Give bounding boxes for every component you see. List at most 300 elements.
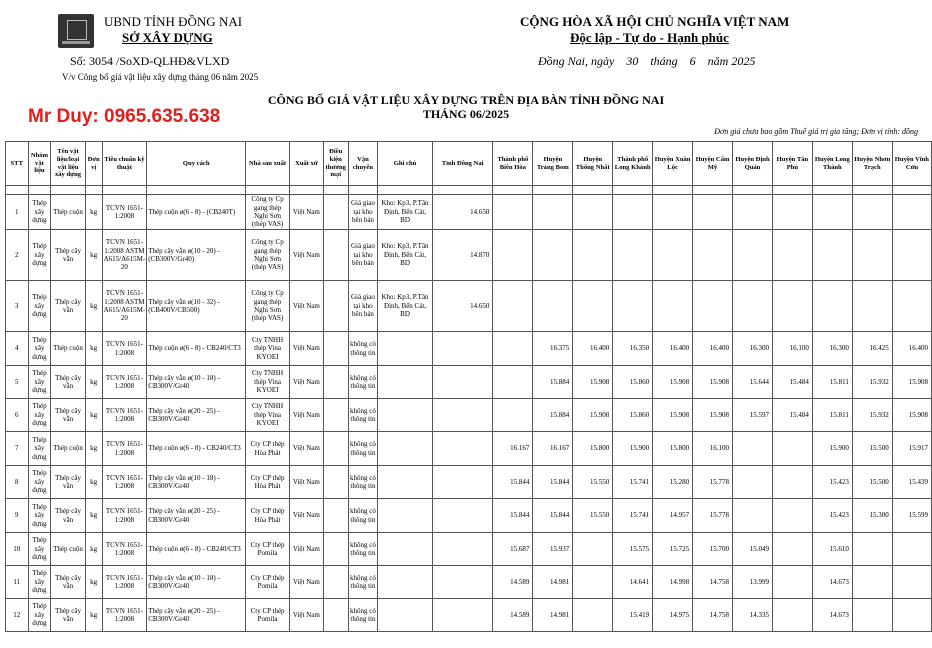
column-header: Nhà sản xuất: [246, 142, 290, 186]
table-cell: 14.870: [432, 230, 493, 281]
table-cell: Thép cuộn ø(6 - 8) - CB240/CT3: [147, 533, 246, 566]
table-cell: 15.741: [613, 466, 653, 499]
table-cell: Thép xây dựng: [28, 281, 51, 332]
table-cell: 14.673: [812, 599, 852, 632]
agency-name: UBND TỈNH ĐỒNG NAI: [104, 14, 243, 29]
column-header: Thành phố Long Khánh: [613, 142, 653, 186]
table-cell: [493, 332, 533, 366]
table-cell: không có thông tin: [348, 399, 378, 432]
table-cell: [533, 195, 573, 230]
table-cell: không có thông tin: [348, 499, 378, 533]
table-cell: [733, 466, 773, 499]
table-cell: Kho: Kp3, P.Tân Định, Bến Cát, BD: [378, 281, 433, 332]
table-cell: Thép cây vằn: [51, 466, 85, 499]
table-row: [6, 432, 932, 466]
table-cell: Việt Nam: [289, 599, 323, 632]
table-cell: kg: [85, 195, 102, 230]
table-cell: Thép xây dựng: [28, 230, 51, 281]
table-row: [6, 466, 932, 499]
table-cell: 16.400: [693, 332, 733, 366]
table-cell: [378, 366, 433, 399]
table-cell: 15.937: [533, 533, 573, 566]
table-cell: 15.500: [852, 432, 892, 466]
table-cell: Việt Nam: [289, 399, 323, 432]
table-cell: 15.725: [653, 533, 693, 566]
table-cell: [772, 566, 812, 599]
table-cell: 15.900: [812, 432, 852, 466]
department-logo: [58, 14, 94, 48]
table-cell: [812, 230, 852, 281]
table-cell: Cty CP thép Pomila: [246, 599, 290, 632]
table-cell: TCVN 1651-1:2008: [102, 566, 147, 599]
table-cell: Thép cây vằn: [51, 566, 85, 599]
table-cell: [378, 566, 433, 599]
table-cell: [693, 195, 733, 230]
table-cell: 14.673: [812, 566, 852, 599]
table-cell: [892, 599, 931, 632]
table-cell: TCVN 1651-1:2008: [102, 366, 147, 399]
table-cell: Thép cây vằn ø(20 - 25) - CB300V/Gr40: [147, 599, 246, 632]
table-cell: [812, 195, 852, 230]
table-cell: Thép xây dựng: [28, 432, 51, 466]
column-header: Tiêu chuẩn kỹ thuật: [102, 142, 147, 186]
table-cell: Việt Nam: [289, 332, 323, 366]
table-row: [6, 566, 932, 599]
table-cell: 16.400: [653, 332, 693, 366]
table-cell: Thép xây dựng: [28, 566, 51, 599]
table-cell: 5: [6, 366, 29, 399]
table-cell: [323, 281, 348, 332]
table-cell: TCVN 1651-1:2008: [102, 195, 147, 230]
table-cell: TCVN 1651-1:2008: [102, 432, 147, 466]
table-cell: [772, 432, 812, 466]
table-cell: [573, 230, 613, 281]
table-cell: kg: [85, 566, 102, 599]
table-cell: [573, 533, 613, 566]
column-header: Huyện Xuân Lộc: [653, 142, 693, 186]
table-cell: Thép cây vằn ø(10 - 18) - CB300V/Gr40: [147, 466, 246, 499]
column-header: STT: [6, 142, 29, 186]
table-cell: 16.167: [533, 432, 573, 466]
table-cell: [852, 281, 892, 332]
table-cell: Thép cây vằn ø(10 - 18) - CB300V/Gr40: [147, 566, 246, 599]
table-cell: [733, 432, 773, 466]
table-cell: [653, 230, 693, 281]
table-cell: 15.610: [812, 533, 852, 566]
table-cell: 13.999: [733, 566, 773, 599]
table-cell: Giá giao tại kho bên bán: [348, 281, 378, 332]
table-cell: [432, 566, 493, 599]
table-cell: 15.917: [892, 432, 931, 466]
table-cell: [432, 332, 493, 366]
document-subject: V/v Công bố giá vật liệu xây dựng tháng 06 năm 2025: [62, 72, 259, 82]
table-cell: 15.932: [852, 366, 892, 399]
table-cell: 14.650: [432, 195, 493, 230]
column-header: Huyện Trảng Bom: [533, 142, 573, 186]
table-row: [6, 599, 932, 632]
table-cell: Việt Nam: [289, 195, 323, 230]
table-cell: TCVN 1651-1:2008: [102, 466, 147, 499]
table-cell: [733, 195, 773, 230]
table-cell: Công ty Cp gang thép Nghi Sơn (thép VAS): [246, 195, 290, 230]
table-cell: 15.700: [693, 533, 733, 566]
table-cell: [533, 281, 573, 332]
table-cell: [493, 230, 533, 281]
table-cell: 6: [6, 399, 29, 432]
table-cell: [323, 466, 348, 499]
table-cell: [892, 281, 931, 332]
table-cell: 14.957: [653, 499, 693, 533]
country-name: CỘNG HÒA XÃ HỘI CHỦ NGHĨA VIỆT NAM: [520, 14, 790, 29]
table-cell: Thép cuộn: [51, 533, 85, 566]
table-cell: [892, 195, 931, 230]
document-date: Đồng Nai, ngày 30 tháng 6 năm 2025: [538, 54, 756, 68]
table-cell: 15.908: [892, 366, 931, 399]
column-header: Tỉnh Đồng Nai: [432, 142, 493, 186]
table-cell: Thép xây dựng: [28, 195, 51, 230]
table-cell: 10: [6, 533, 29, 566]
column-header: Điều kiện thương mại: [323, 142, 348, 186]
table-cell: TCVN 1651-1:2008: [102, 499, 147, 533]
table-cell: 14.589: [493, 566, 533, 599]
table-cell: [378, 399, 433, 432]
table-cell: [493, 366, 533, 399]
table-cell: [493, 399, 533, 432]
column-header: Huyện Định Quán: [733, 142, 773, 186]
table-cell: Thép xây dựng: [28, 499, 51, 533]
table-cell: [772, 466, 812, 499]
table-cell: 14.335: [733, 599, 773, 632]
table-cell: [323, 332, 348, 366]
table-row: [6, 366, 932, 399]
table-cell: [323, 533, 348, 566]
document-number: Số: 3054 /SoXD-QLHĐ&VLXD: [70, 54, 230, 68]
table-cell: không có thông tin: [348, 566, 378, 599]
table-cell: 15.280: [653, 466, 693, 499]
table-cell: 2: [6, 230, 29, 281]
table-cell: 15.908: [573, 366, 613, 399]
national-motto: Độc lập - Tự do - Hạnh phúc: [570, 30, 729, 45]
table-cell: Thép cây vằn ø(10 - 32) - (CB400V/CB500): [147, 281, 246, 332]
table-cell: [693, 230, 733, 281]
table-cell: 15.423: [812, 499, 852, 533]
table-cell: [378, 533, 433, 566]
table-cell: 15.800: [573, 432, 613, 466]
table-cell: 15.575: [613, 533, 653, 566]
table-cell: 15.439: [892, 466, 931, 499]
table-cell: kg: [85, 599, 102, 632]
table-cell: 15.419: [613, 599, 653, 632]
table-cell: 15.811: [812, 366, 852, 399]
table-cell: Thép xây dựng: [28, 599, 51, 632]
table-cell: 15.844: [493, 466, 533, 499]
table-cell: Cty CP thép Hòa Phát: [246, 499, 290, 533]
document-month: THÁNG 06/2025: [422, 107, 510, 121]
table-cell: [533, 230, 573, 281]
table-cell: 16.300: [812, 332, 852, 366]
table-cell: Cty CP thép Hòa Phát: [246, 466, 290, 499]
table-cell: 16.375: [533, 332, 573, 366]
table-cell: Thép cuộn: [51, 195, 85, 230]
table-cell: 15.550: [573, 499, 613, 533]
table-cell: Thép xây dựng: [28, 466, 51, 499]
column-header: Huyện Cẩm Mỹ: [693, 142, 733, 186]
table-cell: Thép cây vằn: [51, 366, 85, 399]
table-cell: [733, 499, 773, 533]
table-cell: 15.908: [653, 399, 693, 432]
table-cell: 15.800: [653, 432, 693, 466]
table-cell: [852, 566, 892, 599]
table-cell: không có thông tin: [348, 432, 378, 466]
table-cell: Thép cuộn: [51, 332, 85, 366]
table-cell: [323, 195, 348, 230]
table-cell: [323, 366, 348, 399]
table-cell: [772, 499, 812, 533]
column-header: Vận chuyển: [348, 142, 378, 186]
table-cell: 15.500: [852, 466, 892, 499]
table-cell: 16.425: [852, 332, 892, 366]
table-cell: 15.049: [733, 533, 773, 566]
table-cell: TCVN 1651-1:2008: [102, 599, 147, 632]
table-cell: Thép cây vằn ø(10 - 20) - (CB300V/Gr40): [147, 230, 246, 281]
table-cell: Thép cuộn ø(6 - 8) - CB240/CT3: [147, 432, 246, 466]
table-cell: [613, 195, 653, 230]
table-cell: [892, 566, 931, 599]
table-cell: Cty CP thép Pomila: [246, 533, 290, 566]
table-cell: Thép xây dựng: [28, 399, 51, 432]
table-cell: [323, 599, 348, 632]
table-cell: 9: [6, 499, 29, 533]
column-header: Nhóm vật liệu: [28, 142, 51, 186]
table-cell: kg: [85, 466, 102, 499]
table-cell: 15.550: [573, 466, 613, 499]
table-cell: 15.908: [693, 366, 733, 399]
column-header: Huyện Tân Phú: [772, 142, 812, 186]
table-row: [6, 230, 932, 281]
table-cell: 15.908: [693, 399, 733, 432]
table-cell: [772, 599, 812, 632]
table-cell: 1: [6, 195, 29, 230]
table-cell: [323, 399, 348, 432]
table-cell: [323, 230, 348, 281]
column-header: Quy cách: [147, 142, 246, 186]
column-header: Ghi chú: [378, 142, 433, 186]
table-cell: [432, 399, 493, 432]
table-cell: 15.860: [613, 399, 653, 432]
table-cell: Thép xây dựng: [28, 332, 51, 366]
table-cell: [733, 281, 773, 332]
table-cell: [852, 195, 892, 230]
table-cell: 15.741: [613, 499, 653, 533]
table-cell: không có thông tin: [348, 533, 378, 566]
table-cell: [432, 466, 493, 499]
table-cell: 15.844: [493, 499, 533, 533]
table-cell: Thép cuộn: [51, 432, 85, 466]
column-header: Xuất xứ: [289, 142, 323, 186]
column-header: Huyện Long Thành: [812, 142, 852, 186]
table-cell: 15.900: [613, 432, 653, 466]
table-cell: 14.758: [693, 599, 733, 632]
department-name: SỞ XÂY DỰNG: [122, 30, 213, 45]
table-cell: 15.884: [533, 399, 573, 432]
table-cell: Thép xây dựng: [28, 366, 51, 399]
table-cell: [852, 230, 892, 281]
table-cell: [772, 533, 812, 566]
table-cell: 15.687: [493, 533, 533, 566]
table-cell: [323, 499, 348, 533]
table-cell: 15.597: [733, 399, 773, 432]
table-cell: Thép cây vằn: [51, 230, 85, 281]
table-cell: 16.100: [693, 432, 733, 466]
table-cell: 14.650: [432, 281, 493, 332]
table-cell: 3: [6, 281, 29, 332]
table-cell: kg: [85, 230, 102, 281]
table-cell: [323, 566, 348, 599]
table-cell: Cty TNHH thép Vina KYOEI: [246, 366, 290, 399]
table-cell: [613, 281, 653, 332]
table-row: [6, 499, 932, 533]
table-cell: 15.932: [852, 399, 892, 432]
table-cell: 8: [6, 466, 29, 499]
table-header-row: [6, 142, 932, 186]
table-cell: Thép cây vằn: [51, 281, 85, 332]
column-header: Huyện Vĩnh Cửu: [892, 142, 931, 186]
table-cell: TCVN 1651-1:2008: [102, 399, 147, 432]
table-cell: [493, 195, 533, 230]
table-cell: [852, 533, 892, 566]
table-row: [6, 399, 932, 432]
table-cell: [432, 533, 493, 566]
table-cell: 16.100: [772, 332, 812, 366]
table-cell: [378, 466, 433, 499]
table-cell: 15.599: [892, 499, 931, 533]
table-cell: [378, 332, 433, 366]
table-cell: 12: [6, 599, 29, 632]
table-cell: Giá giao tại kho bên bán: [348, 230, 378, 281]
table-cell: TCVN 1651-1:2008 ASTM A615/A615M-20: [102, 281, 147, 332]
table-cell: Việt Nam: [289, 466, 323, 499]
table-cell: [772, 230, 812, 281]
table-cell: Việt Nam: [289, 230, 323, 281]
table-cell: 15.644: [733, 366, 773, 399]
table-cell: [812, 281, 852, 332]
table-cell: Việt Nam: [289, 566, 323, 599]
table-cell: [653, 195, 693, 230]
table-cell: TCVN 1651-1:2008: [102, 332, 147, 366]
table-cell: kg: [85, 533, 102, 566]
table-cell: TCVN 1651-1:2008: [102, 533, 147, 566]
contact-overlay: Mr Duy: 0965.635.638: [28, 106, 221, 127]
table-cell: Cty CP thép Hòa Phát: [246, 432, 290, 466]
table-cell: [653, 281, 693, 332]
table-cell: Thép cây vằn ø(20 - 25) - CB300V/Gr40: [147, 399, 246, 432]
table-cell: [432, 499, 493, 533]
table-cell: 15.884: [533, 366, 573, 399]
table-cell: [432, 432, 493, 466]
table-cell: Thép cuộn ø(6 - 8) - (CB240T): [147, 195, 246, 230]
table-cell: Việt Nam: [289, 533, 323, 566]
table-cell: 15.423: [812, 466, 852, 499]
table-cell: kg: [85, 499, 102, 533]
table-cell: kg: [85, 366, 102, 399]
table-cell: 15.300: [852, 499, 892, 533]
table-cell: không có thông tin: [348, 599, 378, 632]
column-header: Thành phố Biên Hòa: [493, 142, 533, 186]
table-cell: [378, 432, 433, 466]
table-cell: 15.484: [772, 366, 812, 399]
table-cell: Cty TNHH thép Vina KYOEI: [246, 332, 290, 366]
table-cell: [323, 432, 348, 466]
table-cell: 16.400: [892, 332, 931, 366]
table-cell: 15.811: [812, 399, 852, 432]
table-cell: [852, 599, 892, 632]
table-cell: 15.778: [693, 499, 733, 533]
table-cell: 14.641: [613, 566, 653, 599]
table-cell: [573, 195, 613, 230]
table-cell: [772, 281, 812, 332]
table-cell: Giá giao tại kho bên bán: [348, 195, 378, 230]
table-cell: Kho: Kp3, P.Tân Định, Bến Cát, BD: [378, 195, 433, 230]
table-cell: 14.998: [653, 566, 693, 599]
table-cell: 15.908: [573, 399, 613, 432]
table-cell: 15.844: [533, 499, 573, 533]
table-cell: Việt Nam: [289, 281, 323, 332]
column-header: Huyện Nhơn Trạch: [852, 142, 892, 186]
price-note: Đơn giá chưa bao gồm Thuế giá trị gia tăng; Đơn vị tính: đồng: [714, 127, 918, 136]
document-title: CÔNG BỐ GIÁ VẬT LIỆU XÂY DỰNG TRÊN ĐỊA BÀN TỈNH ĐỒNG NAI: [267, 93, 665, 107]
table-cell: [432, 366, 493, 399]
column-header: Huyện Thống Nhất: [573, 142, 613, 186]
table-spacer-row: [6, 186, 932, 195]
table-cell: Cty CP thép Pomila: [246, 566, 290, 599]
table-cell: Việt Nam: [289, 432, 323, 466]
table-cell: Thép cây vằn: [51, 399, 85, 432]
table-row: [6, 533, 932, 566]
table-cell: [493, 281, 533, 332]
table-row: [6, 195, 932, 230]
table-cell: kg: [85, 281, 102, 332]
table-cell: kg: [85, 432, 102, 466]
table-cell: 14.758: [693, 566, 733, 599]
table-cell: không có thông tin: [348, 466, 378, 499]
table-cell: Thép cây vằn: [51, 599, 85, 632]
table-cell: [573, 599, 613, 632]
table-row: [6, 332, 932, 366]
table-cell: 7: [6, 432, 29, 466]
table-cell: 15.908: [653, 366, 693, 399]
table-cell: Công ty Cp gang thép Nghi Sơn (thép VAS): [246, 230, 290, 281]
table-cell: Thép cuộn ø(6 - 8) - CB240/CT3: [147, 332, 246, 366]
table-cell: 14.981: [533, 599, 573, 632]
table-cell: [573, 566, 613, 599]
table-cell: Việt Nam: [289, 366, 323, 399]
table-cell: [613, 230, 653, 281]
table-cell: 15.860: [613, 366, 653, 399]
table-cell: 4: [6, 332, 29, 366]
table-cell: 16.167: [493, 432, 533, 466]
table-cell: Thép cây vằn ø(10 - 18) - CB300V/Gr40: [147, 366, 246, 399]
table-cell: [733, 230, 773, 281]
table-cell: [772, 195, 812, 230]
table-cell: 11: [6, 566, 29, 599]
table-cell: [892, 230, 931, 281]
table-cell: kg: [85, 399, 102, 432]
table-cell: 14.981: [533, 566, 573, 599]
table-cell: Thép xây dựng: [28, 533, 51, 566]
table-cell: [378, 499, 433, 533]
table-cell: 14.975: [653, 599, 693, 632]
column-header: Đơn vị: [85, 142, 102, 186]
